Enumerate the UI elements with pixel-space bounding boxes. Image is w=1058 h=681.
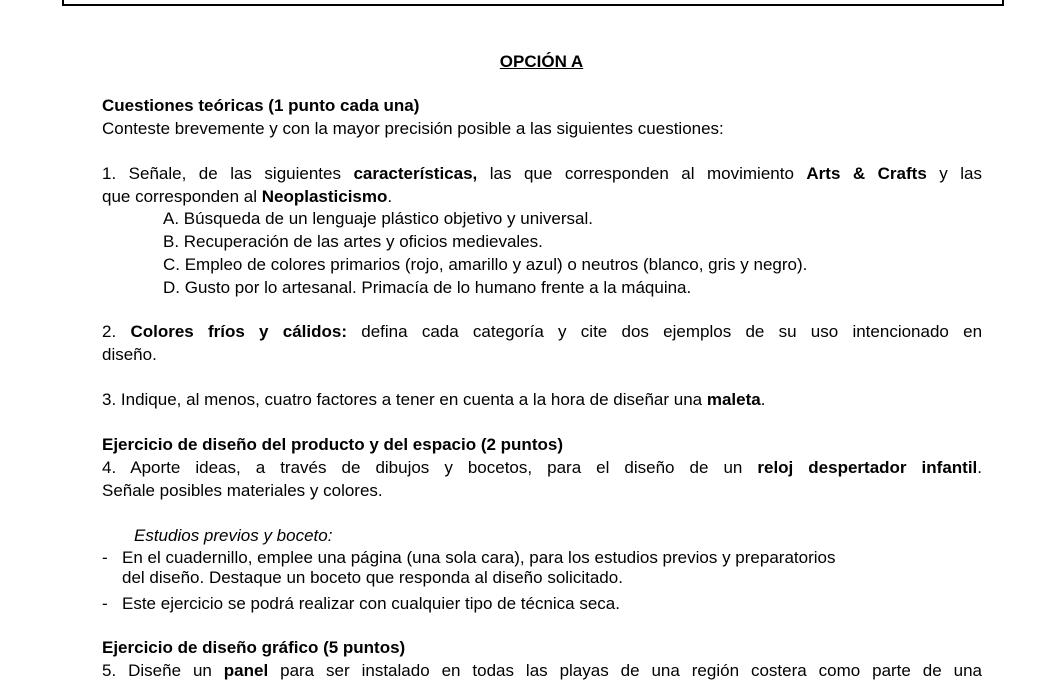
header-box xyxy=(62,0,1004,6)
question-1-option-d: D. Gusto por lo artesanal. Primacía de lo humano frente a la máquina. xyxy=(163,278,692,297)
question-1-line1: 1. Señale, de las siguientes características, las que corresponden al movimiento Arts & Crafts y las xyxy=(102,164,982,183)
question-5-line1: 5. Diseñe un panel para ser instalado en todas las playas de una región costera como parte de una xyxy=(102,661,982,680)
question-4-line2: Señale posibles materiales y colores. xyxy=(102,481,383,500)
bullet-2 xyxy=(102,594,982,614)
bullet-dash: - xyxy=(102,548,108,567)
question-4-line1: 4. Aporte ideas, a través de dibujos y bocetos, para el diseño de un reloj despertador infantil. xyxy=(102,458,983,477)
question-1-option-c: C. Empleo de colores primarios (rojo, amarillo y azul) o neutros (blanco, gris y negro). xyxy=(163,255,808,274)
question-2-line2: diseño. xyxy=(102,345,157,364)
bullet-1 xyxy=(102,548,982,588)
graphic-heading: Ejercicio de diseño gráfico (5 puntos) xyxy=(102,638,406,657)
theory-intro: Conteste brevemente y con la mayor precisión posible a las siguientes cuestiones: xyxy=(102,119,724,138)
question-1-option-b: B. Recuperación de las artes y oficios medievales. xyxy=(163,232,543,251)
product-heading: Ejercicio de diseño del producto y del espacio (2 puntos) xyxy=(102,435,563,454)
question-1-option-a: A. Búsqueda de un lenguaje plástico objetivo y universal. xyxy=(163,209,594,228)
bullet-1-line2: del diseño. Destaque un boceto que responda al diseño solicitado. xyxy=(122,568,623,587)
question-3: 3. Indique, al menos, cuatro factores a tener en cuenta a la hora de diseñar una maleta. xyxy=(102,390,766,409)
theory-heading: Cuestiones teóricas (1 punto cada una) xyxy=(102,96,420,115)
question-1-line2: que corresponden al Neoplasticismo. xyxy=(102,187,393,206)
bullet-2-text: Este ejercicio se podrá realizar con cualquier tipo de técnica seca. xyxy=(122,594,620,613)
studies-label: Estudios previos y boceto: xyxy=(134,526,333,545)
bullet-dash: - xyxy=(102,594,108,613)
question-2-line1: 2. Colores fríos y cálidos: defina cada categoría y cite dos ejemplos de su uso intencionado en xyxy=(102,322,983,341)
option-title: OPCIÓN A xyxy=(499,52,584,71)
bullet-1-line1: En el cuadernillo, emplee una página (una sola cara), para los estudios previos y preparatorios xyxy=(122,548,836,567)
